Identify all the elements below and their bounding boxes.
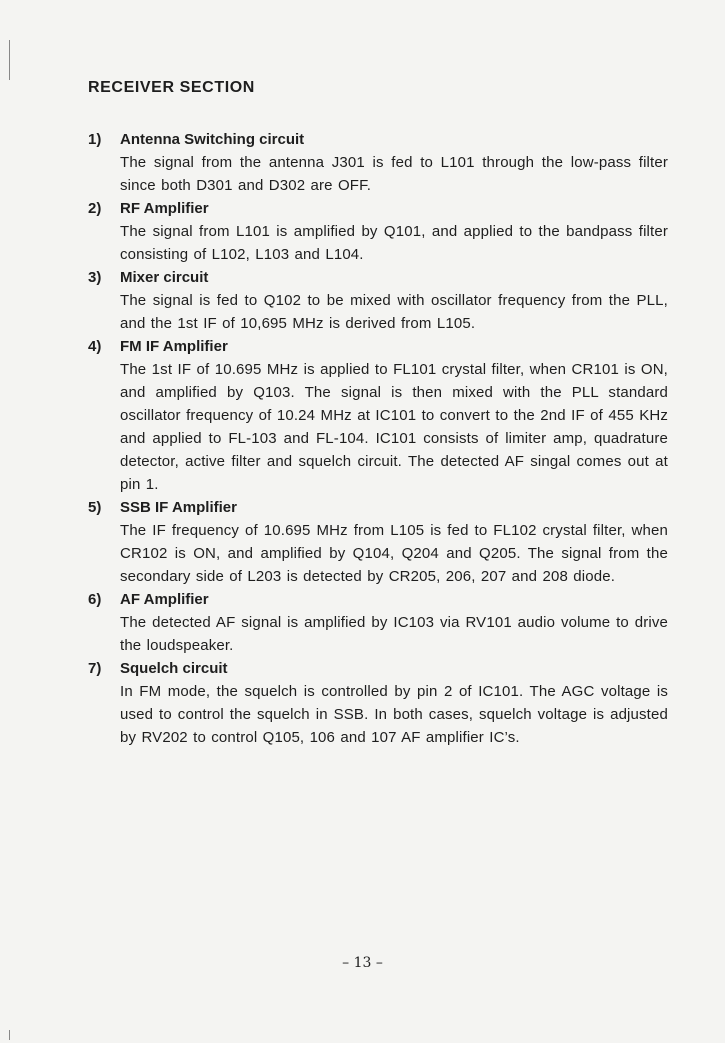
item-body: The signal from the antenna J301 is fed to L101 through the low-pass filter since both D301 and D302 are OFF. — [120, 154, 668, 194]
item-body: The signal from L101 is amplified by Q101, and applied to the bandpass filter consisting of L102, L103 and L104. — [120, 223, 668, 263]
item-number: 4) — [88, 338, 102, 355]
section-title: RECEIVER SECTION — [88, 79, 255, 96]
item-body: The signal is fed to Q102 to be mixed with oscillator frequency from the PLL, and the 1st IF of 10,695 MHz is derived from L105. — [120, 292, 668, 332]
item-number: 2) — [88, 200, 102, 217]
page-number: – 13 – — [342, 955, 383, 971]
item-heading: AF Amplifier — [120, 591, 209, 608]
item-body: The detected AF signal is amplified by IC103 via RV101 audio volume to drive the loudspeaker. — [120, 614, 668, 654]
item-heading: RF Amplifier — [120, 200, 209, 217]
item-number: 6) — [88, 591, 102, 608]
list-item — [88, 128, 668, 197]
list-item — [88, 588, 668, 657]
numbered-list — [88, 128, 668, 749]
list-item — [88, 335, 668, 496]
item-heading: Mixer circuit — [120, 269, 209, 286]
item-number: 7) — [88, 660, 102, 677]
item-number: 5) — [88, 499, 102, 516]
list-item — [88, 657, 668, 749]
list-item — [88, 496, 668, 588]
item-body: The 1st IF of 10.695 MHz is applied to FL101 crystal filter, when CR101 is ON, and amplified by Q103. The signal is then mixed with the PLL standard oscillator frequency of 10.24 MHz at IC101 to convert to the 2nd IF of 455 KHz and applied to FL-103 and FL-104. IC101 consists of limiter amp, quadrature detector, active filter and squelch circuit. The detected AF singal comes out at pin 1. — [120, 361, 668, 493]
item-number: 3) — [88, 269, 102, 286]
list-item — [88, 266, 668, 335]
scan-margin-mark — [9, 1030, 10, 1040]
item-body: The IF frequency of 10.695 MHz from L105 is fed to FL102 crystal filter, when CR102 is ON, and amplified by Q104, Q204 and Q205. The signal from the secondary side of L203 is detected by CR205, 206, 207 and 208 diode. — [120, 522, 668, 585]
item-number: 1) — [88, 131, 102, 148]
item-body: In FM mode, the squelch is controlled by pin 2 of IC101. The AGC voltage is used to control the squelch in SSB. In both cases, squelch voltage is adjusted by RV202 to control Q105, 106 and 107 AF amplifier IC’s. — [120, 683, 668, 746]
list-item — [88, 197, 668, 266]
item-heading: SSB IF Amplifier — [120, 499, 237, 516]
item-heading: Antenna Switching circuit — [120, 131, 305, 148]
item-heading: FM IF Amplifier — [120, 338, 228, 355]
scan-margin-mark — [9, 40, 10, 80]
item-heading: Squelch circuit — [120, 660, 228, 677]
